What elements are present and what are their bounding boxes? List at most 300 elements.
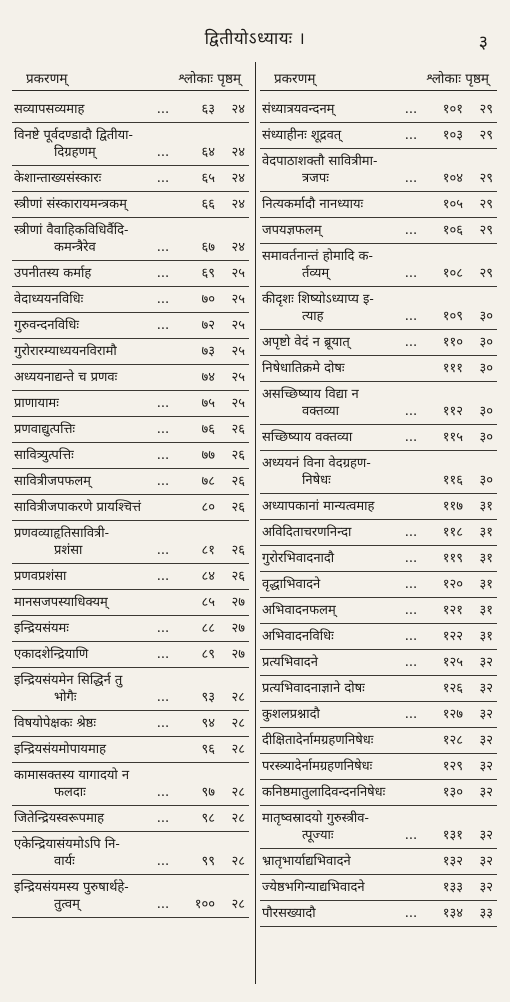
- index-entry: [12, 443, 249, 469]
- entry-page-number: २४: [231, 171, 245, 186]
- entry-page-number: ३२: [479, 854, 493, 869]
- entry-page-number: ३१: [479, 525, 493, 540]
- entry-dots: ...: [404, 171, 418, 186]
- entry-dots: ...: [404, 551, 418, 566]
- entry-topic: पौरसख्यादौ: [262, 906, 316, 921]
- entry-sloka-number: ६५: [201, 171, 215, 186]
- entry-sloka-number: ११५: [442, 430, 463, 445]
- entry-topic: वेदाध्ययनविधिः: [14, 292, 84, 307]
- entry-sloka-number: ९३: [201, 690, 215, 705]
- entry-page-number: ३१: [479, 603, 493, 618]
- index-entry: [12, 832, 249, 875]
- entry-sloka-number: ११०: [442, 335, 463, 350]
- index-entry: [12, 166, 249, 192]
- entry-sloka-number: ९७: [201, 785, 215, 800]
- entry-dots: ...: [156, 448, 170, 463]
- entry-refs: [149, 646, 245, 663]
- entry-refs: [397, 550, 493, 567]
- index-entry: [12, 711, 249, 737]
- entry-page-number: २८: [231, 716, 245, 731]
- entry-refs: [397, 524, 493, 541]
- index-entry: [260, 754, 497, 780]
- entry-topic: गुरोरभिवादनादौ: [262, 551, 335, 566]
- index-entry: [260, 287, 497, 330]
- entry-dots: [149, 196, 177, 213]
- entry-topic: प्राणायामः: [14, 396, 59, 411]
- index-entry: [260, 806, 497, 849]
- index-entry: [12, 97, 249, 123]
- entry-dots: ...: [156, 422, 170, 437]
- entry-page-number: २५: [231, 344, 245, 359]
- entry-page-number: २४: [231, 240, 245, 255]
- index-entry: [260, 97, 497, 123]
- entry-topic: निषेधः: [302, 473, 331, 488]
- entry-page-number: ३२: [479, 733, 493, 748]
- entry-page-number: २९: [479, 223, 493, 238]
- entry-topic: सावित्र्युत्पत्तिः: [14, 448, 74, 463]
- index-entry: [12, 469, 249, 495]
- entry-page-number: २७: [231, 647, 245, 662]
- entry-refs: [397, 706, 493, 723]
- entry-page-number: ३०: [479, 335, 493, 350]
- entry-topic: सव्यापसव्यमाह: [14, 102, 85, 117]
- entry-topic: जपयज्ञफलम्: [262, 223, 322, 238]
- entry-dots: ...: [404, 430, 418, 445]
- entry-refs: [397, 879, 493, 896]
- entry-topic: त्रजपः: [302, 171, 329, 186]
- entry-dots: ...: [156, 543, 170, 558]
- column-header-topic: प्रकरणम्: [274, 71, 316, 87]
- entry-topic: स्त्रीणां संस्कारायमन्त्रकम्: [14, 197, 127, 212]
- column-header: [12, 62, 249, 91]
- entry-dots: [149, 343, 177, 360]
- index-entry: [260, 572, 497, 598]
- entry-dots: [397, 498, 425, 515]
- entry-dots: ...: [156, 569, 170, 584]
- entry-dots: [397, 732, 425, 749]
- entry-dots: [397, 196, 425, 213]
- entry-page-number: २८: [231, 690, 245, 705]
- index-entry: [260, 425, 497, 451]
- entry-dots: [149, 594, 177, 611]
- index-entry: [12, 763, 249, 806]
- entry-dots: ...: [156, 854, 170, 869]
- entry-sloka-number: ७२: [201, 318, 215, 333]
- entry-dots: [397, 360, 425, 377]
- entry-topic: केशान्ताख्यसंस्कारः: [14, 171, 102, 186]
- entry-page-number: २८: [231, 854, 245, 869]
- entry-dots: ...: [404, 128, 418, 143]
- entry-topic: कुशलप्रश्नादौ: [262, 707, 320, 722]
- entry-page-number: २६: [231, 448, 245, 463]
- entry-sloka-number: १०६: [442, 223, 463, 238]
- index-entry: [260, 676, 497, 702]
- entry-topic: विषयोपेक्षकः श्रेष्ठः: [14, 716, 96, 731]
- entry-sloka-number: ६९: [201, 266, 215, 281]
- entry-sloka-number: ८०: [201, 500, 215, 515]
- entry-topic: त्याह: [302, 309, 324, 324]
- entry-topic: उपनीतस्य कर्माह: [14, 266, 92, 281]
- entry-topic: प्रणवव्याहृतिसावित्री-: [14, 526, 109, 541]
- index-entry: [260, 451, 497, 494]
- entry-topic: एकादशेन्द्रियाणि: [14, 647, 89, 662]
- entry-page-number: ३२: [479, 880, 493, 895]
- entry-topic: स्त्रीणां वैवाहिकविधिर्वैदि-: [14, 223, 129, 238]
- entry-topic: इन्द्रियसंयमोपायमाह: [14, 742, 107, 757]
- entry-refs: [397, 827, 493, 844]
- entry-refs: [149, 620, 245, 637]
- entry-topic: प्रशंसा: [54, 543, 83, 558]
- entry-page-number: ३०: [479, 361, 493, 376]
- entry-sloka-number: १२१: [442, 603, 463, 618]
- entry-dots: ...: [156, 785, 170, 800]
- entry-dots: ...: [404, 525, 418, 540]
- entry-sloka-number: ८९: [201, 647, 215, 662]
- entry-topic: दीक्षितादेर्नामग्रहणनिषेधः: [262, 733, 374, 748]
- entry-page-number: २६: [231, 422, 245, 437]
- entry-dots: ...: [404, 335, 418, 350]
- entry-topic: तुत्वम्: [54, 897, 80, 912]
- entry-topic: वेदपाठाशक्तौ सावित्रीमा-: [262, 154, 378, 169]
- entry-topic: अध्ययनाद्यन्ते च प्रणवः: [14, 370, 118, 385]
- entry-refs: [149, 568, 245, 585]
- entry-refs: [149, 447, 245, 464]
- entry-dots: ...: [156, 102, 170, 117]
- index-entry: [260, 192, 497, 218]
- entry-page-number: २५: [231, 396, 245, 411]
- entry-sloka-number: ८४: [201, 569, 215, 584]
- entry-dots: ...: [404, 707, 418, 722]
- entry-topic: सच्छिष्याय वक्तव्या: [262, 430, 353, 445]
- index-entry: [12, 287, 249, 313]
- entry-refs: [397, 602, 493, 619]
- index-entry: [12, 521, 249, 564]
- entry-sloka-number: ७५: [201, 396, 215, 411]
- entry-sloka-number: ११६: [442, 473, 463, 488]
- entry-sloka-number: ९६: [201, 742, 215, 757]
- entry-sloka-number: १०१: [442, 102, 463, 117]
- entry-sloka-number: ७३: [201, 344, 215, 359]
- entry-refs: [149, 741, 245, 758]
- entry-topic: वार्यः: [54, 854, 75, 869]
- entry-topic: अपृष्टो वेदं न ब्रूयात्: [262, 335, 350, 350]
- entry-refs: [149, 144, 245, 161]
- entry-page-number: २९: [479, 128, 493, 143]
- entry-refs: [397, 472, 493, 489]
- index-entry: [12, 668, 249, 711]
- entry-refs: [397, 334, 493, 351]
- entry-refs: [397, 308, 493, 325]
- entry-page-number: २५: [231, 370, 245, 385]
- entry-refs: [149, 810, 245, 827]
- column-header-topic: प्रकरणम्: [26, 71, 68, 87]
- entry-sloka-number: ७०: [201, 292, 215, 307]
- entry-topic: मानसजपस्याधिक्यम्: [14, 595, 108, 610]
- entry-topic: भ्रातृभार्याद्यभिवादने: [262, 854, 351, 869]
- entry-refs: [397, 628, 493, 645]
- column-header: [260, 62, 497, 91]
- index-entry: [12, 564, 249, 590]
- entry-dots: ...: [404, 404, 418, 419]
- entry-page-number: ३१: [479, 499, 493, 514]
- entry-page-number: ३०: [479, 309, 493, 324]
- entry-refs: [397, 784, 493, 801]
- entry-dots: ...: [156, 318, 170, 333]
- entry-refs: [397, 654, 493, 671]
- entry-page-number: ३०: [479, 430, 493, 445]
- entry-page-number: ३३: [479, 906, 493, 921]
- index-entry: [12, 417, 249, 443]
- entry-page-number: २७: [231, 595, 245, 610]
- entry-page-number: २६: [231, 543, 245, 558]
- index-entry: [12, 806, 249, 832]
- entry-dots: ...: [156, 647, 170, 662]
- entry-refs: [397, 758, 493, 775]
- entry-topic: कमन्त्रैरेव: [54, 240, 96, 255]
- column-header-sloka-page: श्लोकाः पृष्ठम्: [426, 71, 489, 87]
- entry-sloka-number: ९८: [201, 811, 215, 826]
- entry-topic: सावित्रीजपाकरणे प्रायश्चित्तं: [14, 500, 141, 515]
- entry-refs: [397, 853, 493, 870]
- entry-dots: ...: [404, 906, 418, 921]
- index-entry: [260, 330, 497, 356]
- entry-topic: प्रत्यभिवादने: [262, 655, 318, 670]
- entry-sloka-number: ७८: [201, 474, 215, 489]
- entry-page-number: ३२: [479, 681, 493, 696]
- entry-topic: अविदिताचरणनिन्दा: [262, 525, 352, 540]
- entry-page-number: २७: [231, 621, 245, 636]
- entry-dots: ...: [404, 655, 418, 670]
- entry-dots: ...: [404, 577, 418, 592]
- entry-topic: समावर्तनान्तं होमादि क-: [262, 249, 373, 264]
- index-entry: [260, 520, 497, 546]
- entry-dots: [397, 784, 425, 801]
- entry-page-number: ३२: [479, 707, 493, 722]
- entry-page-number: २८: [231, 785, 245, 800]
- entry-dots: ...: [404, 266, 418, 281]
- index-entry: [260, 728, 497, 754]
- entry-refs: [149, 784, 245, 801]
- entry-topic: र्तव्यम्: [302, 266, 330, 281]
- entry-dots: [397, 853, 425, 870]
- index-entry: [260, 244, 497, 287]
- index-entry: [12, 218, 249, 261]
- index-entry: [260, 382, 497, 425]
- entry-refs: [397, 429, 493, 446]
- index-column-left: [12, 62, 249, 984]
- entry-page-number: ३१: [479, 629, 493, 644]
- index-entry: [260, 598, 497, 624]
- index-entry: [12, 737, 249, 763]
- entry-dots: ...: [156, 266, 170, 281]
- entry-topic: अध्यापकानां मान्यत्वमाह: [262, 499, 375, 514]
- index-entry: [260, 780, 497, 806]
- entry-topic: वक्तव्या: [302, 404, 339, 419]
- index-entry: [12, 642, 249, 668]
- entry-refs: [397, 222, 493, 239]
- entry-page-number: ३२: [479, 759, 493, 774]
- entry-dots: ...: [156, 621, 170, 636]
- entry-page-number: २४: [231, 145, 245, 160]
- entry-topic: त्पूज्याः: [302, 828, 334, 843]
- entry-sloka-number: १०३: [442, 128, 463, 143]
- entry-page-number: ३१: [479, 577, 493, 592]
- entry-sloka-number: ७४: [201, 370, 215, 385]
- entry-topic: कीदृशः शिष्योऽध्याप्य इ-: [262, 292, 374, 307]
- entry-dots: ...: [404, 603, 418, 618]
- entry-dots: ...: [156, 171, 170, 186]
- entry-sloka-number: १०५: [442, 197, 463, 212]
- entry-refs: [149, 317, 245, 334]
- index-entry: [12, 261, 249, 287]
- index-entry: [260, 123, 497, 149]
- chapter-title: द्वितीयोऽध्यायः ।: [204, 29, 306, 49]
- index-entry: [12, 495, 249, 521]
- entry-page-number: २९: [479, 266, 493, 281]
- entry-sloka-number: ११९: [442, 551, 463, 566]
- entry-topic: अध्ययनं विना वेदग्रहण-: [262, 456, 371, 471]
- entry-sloka-number: ६७: [201, 240, 215, 255]
- entry-dots: ...: [156, 240, 170, 255]
- entry-sloka-number: १३३: [442, 880, 463, 895]
- index-entry: [260, 624, 497, 650]
- entry-refs: [149, 239, 245, 256]
- index-column-right: [255, 62, 497, 984]
- index-entry: [12, 339, 249, 365]
- entry-topic: परस्त्र्यादेर्नामग्रहणनिषेधः: [262, 759, 373, 774]
- entry-page-number: २९: [479, 171, 493, 186]
- entry-topic: नित्यकर्मादौ नानध्यायः: [262, 197, 364, 212]
- column-header-sloka-page: श्लोकाः पृष्ठम्: [178, 71, 241, 87]
- entry-page-number: ३२: [479, 785, 493, 800]
- index-entry: [12, 192, 249, 218]
- entry-topic: भोगैः: [54, 690, 77, 705]
- entry-sloka-number: ८१: [201, 543, 215, 558]
- entry-refs: [397, 732, 493, 749]
- entry-sloka-number: १३२: [442, 854, 463, 869]
- entry-sloka-number: ६४: [201, 145, 215, 160]
- entry-dots: ...: [404, 309, 418, 324]
- entry-sloka-number: १२८: [442, 733, 463, 748]
- entry-refs: [149, 896, 245, 913]
- entry-refs: [149, 291, 245, 308]
- entry-topic: एकेन्द्रियासंयमोऽपि नि-: [14, 837, 120, 852]
- entry-page-number: २६: [231, 569, 245, 584]
- index-entry: [260, 149, 497, 192]
- index-entry: [12, 590, 249, 616]
- entry-refs: [149, 499, 245, 516]
- entry-dots: ...: [156, 396, 170, 411]
- entry-topic: संध्यात्रयवन्दनम्: [262, 102, 335, 117]
- entry-page-number: २५: [231, 266, 245, 281]
- entry-dots: [149, 741, 177, 758]
- entry-page-number: २५: [231, 318, 245, 333]
- entry-sloka-number: ११२: [442, 404, 463, 419]
- entry-refs: [149, 369, 245, 386]
- entry-dots: ...: [156, 292, 170, 307]
- entry-sloka-number: ८५: [201, 595, 215, 610]
- entry-page-number: २६: [231, 474, 245, 489]
- entry-topic: फलदाः: [54, 785, 86, 800]
- entry-sloka-number: ८८: [201, 621, 215, 636]
- index-entry: [260, 546, 497, 572]
- entry-dots: [397, 472, 425, 489]
- entry-topic: गुरुवन्दनविधिः: [14, 318, 80, 333]
- entry-topic: इन्द्रियसंयमेन सिद्धिर्न तु: [14, 673, 123, 688]
- entry-dots: [397, 758, 425, 775]
- entry-page-number: २८: [231, 811, 245, 826]
- entry-topic: संध्याहीनः शूद्रवत्: [262, 128, 342, 143]
- entry-sloka-number: १०९: [442, 309, 463, 324]
- entry-dots: ...: [156, 474, 170, 489]
- entry-dots: [397, 879, 425, 896]
- entry-refs: [149, 853, 245, 870]
- entry-dots: ...: [156, 897, 170, 912]
- entry-page-number: २४: [231, 102, 245, 117]
- entry-sloka-number: ६३: [201, 102, 215, 117]
- entry-sloka-number: १२२: [442, 629, 463, 644]
- index-entry: [12, 313, 249, 339]
- entry-page-number: २८: [231, 897, 245, 912]
- index-entry: [260, 849, 497, 875]
- entry-sloka-number: ७७: [201, 448, 215, 463]
- entry-dots: ...: [156, 690, 170, 705]
- entry-topic: अभिवादनविधिः: [262, 629, 334, 644]
- index-entry: [260, 494, 497, 520]
- entry-refs: [397, 170, 493, 187]
- entry-refs: [149, 170, 245, 187]
- entry-topic: प्रणवप्रशंसा: [14, 569, 67, 584]
- entry-refs: [397, 101, 493, 118]
- entry-refs: [149, 715, 245, 732]
- entry-topic: असच्छिष्याय विद्या न: [262, 387, 359, 402]
- entry-topic: जितेन्द्रियस्वरूपमाह: [14, 811, 105, 826]
- entry-refs: [149, 196, 245, 213]
- entry-refs: [397, 196, 493, 213]
- entry-sloka-number: १०८: [442, 266, 463, 281]
- entry-topic: प्रणवाद्युत्पत्तिः: [14, 422, 76, 437]
- entry-dots: ...: [156, 716, 170, 731]
- entry-sloka-number: ९४: [201, 716, 215, 731]
- entry-page-number: २९: [479, 102, 493, 117]
- index-entry: [12, 616, 249, 642]
- entry-sloka-number: १२९: [442, 759, 463, 774]
- index-entry: [260, 901, 497, 927]
- entry-list-right: [260, 97, 497, 927]
- entry-page-number: २५: [231, 292, 245, 307]
- entry-topic: मातृष्वस्रादयो गुरुस्त्रीव-: [262, 811, 369, 826]
- index-entry: [260, 650, 497, 676]
- entry-sloka-number: १३०: [442, 785, 463, 800]
- entry-refs: [149, 395, 245, 412]
- entry-dots: ...: [404, 223, 418, 238]
- entry-page-number: ३१: [479, 551, 493, 566]
- index-entry: [12, 365, 249, 391]
- entry-sloka-number: ११७: [442, 499, 463, 514]
- entry-topic: गुरोरारम्याध्ययनविरामौ: [14, 344, 117, 359]
- entry-topic: इन्द्रियसंयमस्य पुरुषार्थहे-: [14, 880, 129, 895]
- entry-page-number: २८: [231, 742, 245, 757]
- entry-dots: ...: [404, 828, 418, 843]
- entry-sloka-number: ११८: [442, 525, 463, 540]
- entry-refs: [149, 689, 245, 706]
- entry-refs: [149, 265, 245, 282]
- entry-topic: सावित्रीजपफलम्: [14, 474, 91, 489]
- entry-topic: इन्द्रियसंयमः: [14, 621, 69, 636]
- entry-sloka-number: १३४: [442, 906, 463, 921]
- entry-refs: [397, 127, 493, 144]
- entry-sloka-number: १००: [194, 897, 215, 912]
